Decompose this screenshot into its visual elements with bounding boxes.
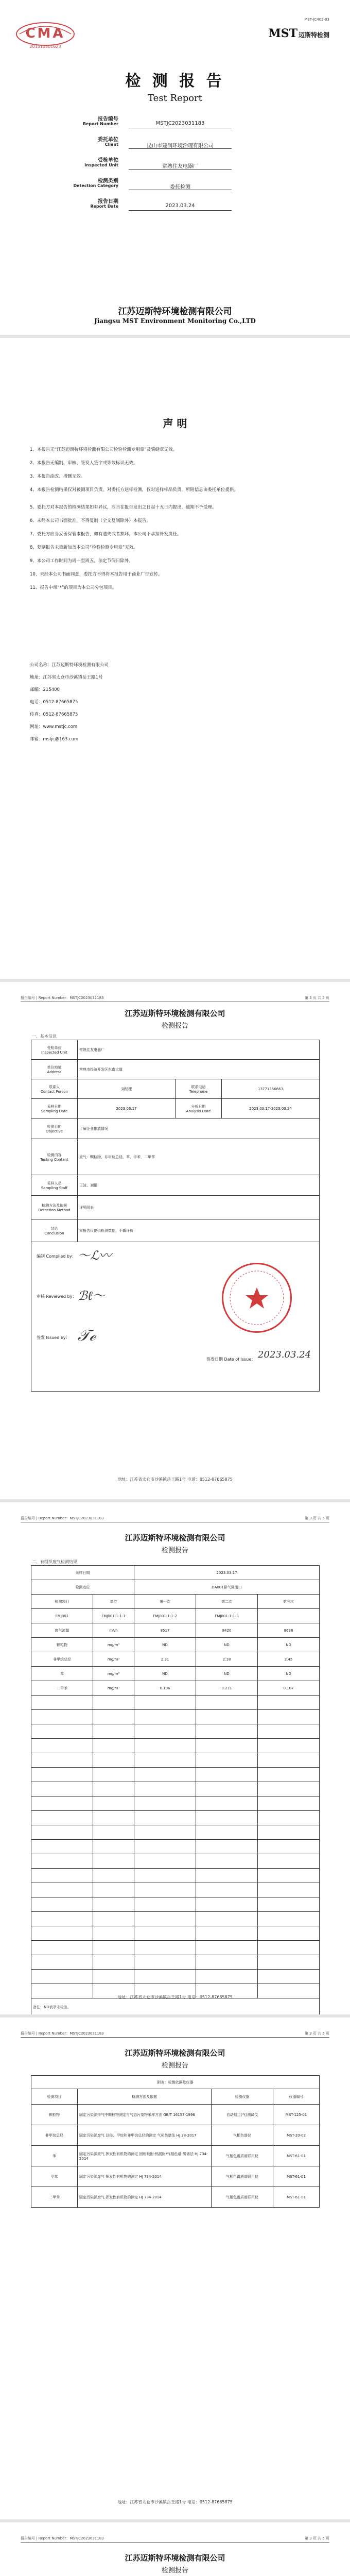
field-value: MSTJC2023031183 — [129, 121, 232, 128]
table-row — [31, 1040, 320, 1060]
table-cell: 固定污染源排气中颗粒物测定与气态污染物采样方法 GB/T 16157-1996 — [78, 2105, 212, 2125]
empty-row — [31, 1869, 320, 1883]
report-page-results — [0, 1502, 350, 2014]
table-cell: 2.18 — [196, 1652, 258, 1667]
row-value: 本报告仅提供检测数据，不做评价 — [78, 1219, 320, 1242]
page-subtitle: 检测报告 — [161, 1022, 188, 1030]
field-value: 2023.03.24 — [129, 203, 232, 211]
brand-name-cn: 迈斯特检测 — [298, 31, 329, 39]
page-subtitle: 检测报告 — [161, 1547, 188, 1554]
field-value: 委托检测 — [129, 182, 232, 190]
field-report-number — [0, 114, 350, 133]
empty-row — [31, 1739, 320, 1753]
empty-row — [31, 1797, 320, 1811]
table-cell: 固定污染源废气 挥发性有机物的测定 HJ 734-2014 — [78, 2166, 212, 2187]
row-label: 检测方法及依据 Detection Method — [31, 1196, 78, 1219]
empty-row — [31, 1724, 320, 1739]
report-page-info — [0, 982, 350, 1499]
page-header-left: 报告编号 | Report Number：MSTJC2023031183 — [21, 1516, 104, 1520]
report-page-map — [0, 2522, 350, 2576]
page-subtitle: 检测报告 — [161, 2062, 188, 2070]
column-header: 第一次 — [134, 1595, 196, 1609]
table-row — [31, 1175, 320, 1196]
row-value: 了解企业排放情况 — [78, 1118, 320, 1139]
row-label: 受检单位 Inspected Unit — [31, 1040, 78, 1060]
page-footer: 地址：江苏省太仓市沙溪镇岳王路1号 电话：0512-87665875 — [117, 1995, 233, 1999]
column-header: 第二次 — [196, 1595, 258, 1609]
signer-compiled: 编制 Compiled by： — [37, 1254, 76, 1259]
table-cell: 二甲苯 — [31, 1681, 93, 1696]
statement-title: 声 明 — [163, 417, 187, 430]
contact-line: 网址：www.mstjc.com — [30, 724, 78, 730]
row-value: 13771356663 — [222, 1079, 320, 1099]
form-code: MST-JC402-03 — [304, 18, 329, 22]
issue-date: 2023.03.24 — [258, 1349, 311, 1360]
page-company-title: 江苏迈斯特环境检测有限公司 — [125, 1533, 225, 1543]
field-value: 常熟住友电器厂 — [129, 162, 232, 170]
table-cell: 颗粒物 — [31, 2105, 78, 2125]
cma-logo — [14, 20, 76, 50]
page-header-right: 第 3 页 共 5 页 — [304, 2031, 329, 2036]
empty-row — [31, 1811, 320, 1825]
statement-item: 9、本公司工作时间为周一至周五，法定节假日除外。 — [30, 558, 133, 564]
table-cell: ND — [196, 1638, 258, 1652]
field-label-en: Report Number — [82, 122, 118, 126]
table-row — [31, 1099, 320, 1118]
table-cell: 固定污染源废气 总烃、甲烷和非甲烷总烃的测定 气相色谱法 HJ 38-2017 — [78, 2125, 212, 2146]
table-cell: 8420 — [196, 1623, 258, 1638]
table-cell: 气相色谱质谱联用仪 — [212, 2146, 273, 2166]
brand-name: MST — [268, 27, 297, 40]
row-value: 2023.03.17-2023.03.24 — [222, 1099, 320, 1118]
field-inspected-unit — [0, 156, 350, 174]
table-row — [31, 1595, 320, 1609]
table-cell: mg/m³ — [93, 1652, 134, 1667]
table-row — [31, 2076, 320, 2089]
field-label-cn: 报告编号 — [98, 116, 118, 122]
table-cell: 固定污染源废气 挥发性有机物的测定 HJ 734-2014 — [78, 2187, 212, 2208]
column-header: 检测方法及依据 — [78, 2089, 212, 2105]
field-label-en: Report Date — [90, 204, 118, 209]
field-label-en: Client — [104, 142, 118, 147]
note-row — [31, 1998, 320, 2016]
table-cell: 气相色谱质谱联用仪 — [212, 2187, 273, 2208]
empty-row — [31, 1753, 320, 1768]
table-row — [31, 1139, 320, 1175]
field-client — [0, 135, 350, 154]
table-cell: 2.31 — [134, 1652, 196, 1667]
page-subtitle: 检测报告 — [161, 2567, 188, 2574]
table-cell: MST-61-01 — [273, 2187, 320, 2208]
meta-value: 2023.03.17 — [134, 1566, 320, 1580]
table-row — [31, 2089, 320, 2105]
statement-item: 2、本报告无编制、审核、签发人签字或等效标识无效。 — [30, 461, 138, 466]
table-row — [31, 1219, 320, 1242]
row-label: 结论 Conclusion — [31, 1219, 78, 1242]
statement-item: 1、本报告无“江苏迈斯特环境检测有限公司检验检测专用章”及骑缝章无效。 — [30, 447, 178, 452]
empty-row — [31, 1710, 320, 1724]
table-row — [31, 1652, 320, 1667]
column-header: 检测点位 — [31, 1580, 134, 1595]
row-label: 单位地址 Address — [31, 1060, 78, 1079]
table-cell: FMJ001-1-1-2 — [134, 1609, 196, 1623]
signature-row — [31, 1242, 320, 1392]
section-title: 附表：检测依据及仪器 — [31, 2076, 320, 2089]
table-cell: 气相色谱仪 — [212, 2125, 273, 2146]
cover-company-en: Jiangsu MST Environment Monitoring Co.,LTD — [94, 317, 256, 325]
table-cell: ND — [134, 1638, 196, 1652]
table-cell: 自动烟尘(气)测试仪 — [212, 2105, 273, 2125]
field-detection-category — [0, 176, 350, 195]
column-header: DA001排气筒出口 — [134, 1580, 320, 1595]
page-header-left: 报告编号 | Report Number：MSTJC2023031183 — [21, 996, 104, 1000]
cma-text: CMA — [25, 26, 65, 41]
column-header: 检测项目 — [31, 2089, 78, 2105]
row-value: 废气：颗粒物、非甲烷总烃、苯、甲苯、二甲苯 — [78, 1139, 320, 1175]
table-row — [31, 2187, 320, 2208]
column-header: 仪器编号 — [273, 2089, 320, 2105]
table-cell: 气相色谱质谱联用仪 — [212, 2166, 273, 2187]
empty-row — [31, 1854, 320, 1869]
contact-line: 电话：0512-87665875 — [30, 700, 78, 705]
table-row — [31, 1623, 320, 1638]
issue-date-label: 签发日期 Date of Issue： — [206, 1357, 256, 1362]
table-cell: MST-61-01 — [273, 2146, 320, 2166]
empty-row — [31, 1696, 320, 1710]
table-row — [31, 2105, 320, 2125]
contact-line: 邮编：215400 — [30, 687, 60, 692]
field-label-en: Inspected Unit — [84, 163, 118, 167]
cma-number: 201510301623 — [29, 44, 61, 49]
page-company-title: 江苏迈斯特环境检测有限公司 — [125, 2553, 225, 2563]
contact-line: 传真：0512-87665875 — [30, 712, 78, 717]
row-value: 王波、刘鹏 — [78, 1175, 320, 1196]
contact-line: 地址：江苏省太仓市沙溪镇岳王路1号 — [30, 675, 103, 680]
row-value: 常熟住友电器厂 — [78, 1040, 320, 1060]
table-row — [31, 1681, 320, 1696]
table-row — [31, 1566, 320, 1580]
column-header: 单位 — [93, 1595, 134, 1609]
table-cell: MST-20-02 — [273, 2125, 320, 2146]
signature-reviewed: ℬℓ〜 — [78, 1289, 105, 1303]
signer-issued: 签发 Issued by： — [37, 1335, 70, 1340]
results-note: 备注：ND表示未检出。 — [31, 1998, 320, 2016]
statement-item: 4、本报告检测结果仅对被测项目负责。对委托方送样检测，仅对送样样品负责，所附信息由委托单位提供。 — [30, 487, 238, 493]
company-seal — [222, 1263, 292, 1333]
table-row — [31, 1196, 320, 1219]
row-label: 联系电话 Telephone — [176, 1079, 222, 1099]
column-header: 第三次 — [258, 1595, 320, 1609]
signature-compiled: 〜ℒ〰 — [78, 1248, 112, 1263]
contact-line: 公司名称：江苏迈斯特环境检测有限公司 — [30, 663, 109, 668]
statement-item: 11、报告中带“*”的项目为本公司分包项目。 — [30, 585, 117, 590]
table-cell: mg/m³ — [93, 1638, 134, 1652]
table-row — [31, 2125, 320, 2146]
field-label-en: Detection Category — [73, 183, 118, 188]
section-title: 一、基本信息 — [32, 1034, 57, 1039]
table-cell: 0.211 — [196, 1681, 258, 1696]
page-header-right: 第 3 页 共 5 页 — [304, 996, 329, 1000]
table-row — [31, 2146, 320, 2166]
statement-item: 7、委托方应当妥善保管本报告，如有遗失或者损坏，本公司不承担补发责任。 — [30, 532, 182, 537]
field-label-cn: 报告日期 — [98, 199, 118, 205]
cover-page — [0, 0, 350, 335]
seal-star-icon — [223, 1264, 290, 1331]
statement-item: 10、未经本公司书面同意，委托方不得将本报告用于商业广告宣传。 — [30, 572, 163, 577]
table-cell: FMJ001-1-1-1 — [93, 1609, 134, 1623]
table-cell — [258, 1609, 320, 1623]
meta-label: 采样日期 — [31, 1566, 134, 1580]
table-cell: 非甲烷总烃 — [31, 1652, 93, 1667]
table-row — [31, 1609, 320, 1623]
empty-row — [31, 1825, 320, 1840]
table-cell: FMJ001 — [31, 1609, 93, 1623]
statement-item: 5、委托方对本报告的检测结果如有异议，应当在报告发出之日起十五日内提出，逾期不予受理。 — [30, 505, 217, 510]
table-cell: 非甲烷总烃 — [31, 2125, 78, 2146]
table-row — [31, 1638, 320, 1652]
field-value: 昆山市建润环境治理有限公司 — [129, 141, 232, 149]
table-cell: 0.196 — [134, 1681, 196, 1696]
table-cell: MST-125-01 — [273, 2105, 320, 2125]
table-cell: 2.45 — [258, 1652, 320, 1667]
row-label: 检测目的 Objective — [31, 1118, 78, 1139]
empty-row — [31, 1840, 320, 1854]
table-cell: mg/m³ — [93, 1667, 134, 1681]
page-footer: 地址：江苏省太仓市沙溪镇岳王路1号 电话：0512-87665875 — [117, 2500, 233, 2504]
table-cell: m³/h — [93, 1623, 134, 1638]
table-cell: FMJ001-1-1-3 — [196, 1609, 258, 1623]
page-header-right: 第 3 页 共 5 页 — [304, 1516, 329, 1520]
statement-item: 6、未经本公司书面批准，不得复制（全文复制除外）本报告。 — [30, 518, 151, 523]
table-cell: 二甲苯 — [31, 2187, 78, 2208]
row-value: 2023.03.17 — [78, 1099, 176, 1118]
table-row — [31, 1079, 320, 1099]
column-header: 检测仪器 — [212, 2089, 273, 2105]
table-cell: 甲苯 — [31, 2166, 78, 2187]
table-cell: 废气流量 — [31, 1623, 93, 1638]
table-cell: 0.187 — [258, 1681, 320, 1696]
empty-row — [31, 1970, 320, 1984]
empty-row — [31, 1926, 320, 1941]
page-company-title: 江苏迈斯特环境检测有限公司 — [125, 2048, 225, 2058]
table-cell: MST-61-01 — [273, 2166, 320, 2187]
page-company-title: 江苏迈斯特环境检测有限公司 — [125, 1009, 225, 1018]
cover-title-cn: 检 测 报 告 — [125, 72, 225, 90]
table-cell: 苯 — [31, 2146, 78, 2166]
table-cell: ND — [258, 1638, 320, 1652]
table-cell: 8517 — [134, 1623, 196, 1638]
table-cell: 8638 — [258, 1623, 320, 1638]
table-row — [31, 1060, 320, 1079]
table-cell: ND — [134, 1667, 196, 1681]
row-label: 采样日期 Sampling Date — [31, 1099, 78, 1118]
table-row — [31, 1580, 320, 1595]
page-header-left: 报告编号 | Report Number：MSTJC2023031183 — [21, 2031, 104, 2036]
row-label: 分析日期 Analysis Date — [176, 1099, 222, 1118]
empty-row — [31, 1768, 320, 1782]
row-value: 刘经理 — [78, 1079, 176, 1099]
signature-cell — [31, 1242, 320, 1392]
table-cell: ND — [258, 1667, 320, 1681]
table-row — [31, 1118, 320, 1139]
field-label-cn: 受检单位 — [98, 158, 118, 163]
cover-title-en: Test Report — [148, 93, 202, 104]
row-value: 详见附表 — [78, 1196, 320, 1219]
report-page-methods — [0, 2018, 350, 2519]
field-report-date — [0, 197, 350, 215]
table-cell: 颗粒物 — [31, 1638, 93, 1652]
row-value: 常熟市经济开发区东南大道 — [78, 1060, 320, 1079]
empty-row — [31, 1912, 320, 1926]
row-label: 检测内容 Testing Content — [31, 1139, 78, 1175]
row-label: 联系人 Contact Person — [31, 1079, 78, 1099]
page-header-right: 第 3 页 共 5 页 — [304, 2536, 329, 2540]
results-table — [31, 1565, 320, 2016]
contact-line: 邮箱：mstjc@163.com — [30, 737, 79, 742]
table-cell: 苯 — [31, 1667, 93, 1681]
empty-row — [31, 1955, 320, 1970]
statement-item: 8、复制报告未重新加盖本公司“检验检测专用章”无效。 — [30, 545, 138, 550]
empty-row — [31, 1897, 320, 1912]
signer-reviewed: 审核 Reviewed by： — [37, 1294, 77, 1299]
cover-company-cn: 江苏迈斯特环境检测有限公司 — [118, 307, 232, 317]
field-label-cn: 委托单位 — [98, 137, 118, 143]
methods-table — [31, 2075, 320, 2208]
table-cell: 固定污染源废气 挥发性有机物的测定 固相吸附-热脱附/气相色谱-质谱法 HJ 734-2014 — [78, 2146, 212, 2166]
table-row — [31, 2166, 320, 2187]
page-header-left: 报告编号 | Report Number：MSTJC2023031183 — [21, 2536, 104, 2540]
row-label: 采样人员 Sampling Staff — [31, 1175, 78, 1196]
statement-page — [0, 338, 350, 979]
empty-row — [31, 1941, 320, 1955]
basic-info-table — [31, 1040, 320, 1392]
page-footer: 地址：江苏省太仓市沙溪镇岳王路1号 电话：0512-87665875 — [117, 1477, 233, 1482]
header-rule — [21, 2542, 329, 2543]
header-rule — [21, 2037, 329, 2038]
section-title: 二、有组织废气检测结果 — [32, 1560, 77, 1564]
signature-issued: 𝒯ℯ — [78, 1327, 96, 1345]
table-cell: ND — [196, 1667, 258, 1681]
field-label-cn: 检测类别 — [98, 178, 118, 184]
table-row — [31, 1667, 320, 1681]
table-cell: mg/m³ — [93, 1681, 134, 1696]
empty-row — [31, 1782, 320, 1797]
empty-row — [31, 1883, 320, 1897]
statement-item: 3、本报告涂改、增删无效。 — [30, 474, 85, 479]
column-header: 检测项目 — [31, 1595, 93, 1609]
brand-logo — [268, 27, 329, 40]
